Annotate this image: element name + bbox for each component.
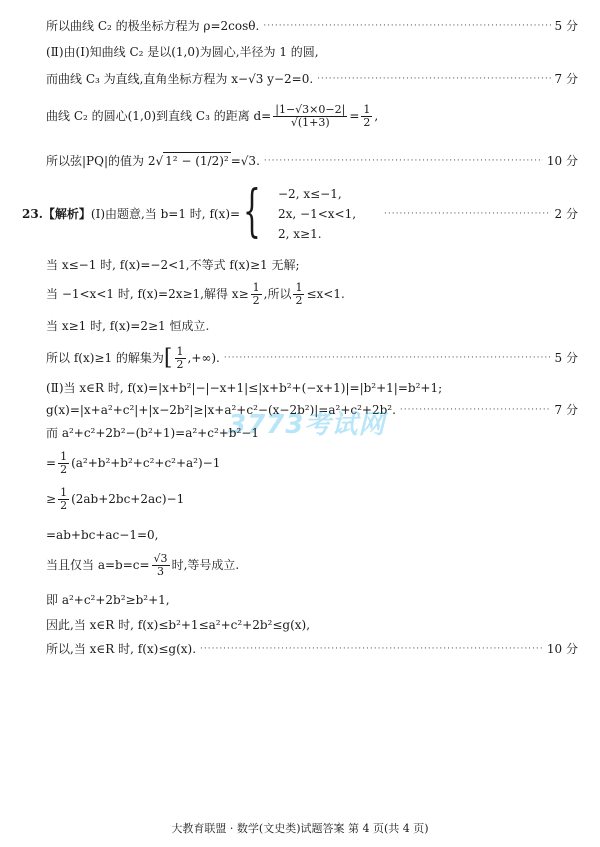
line-half-sum: = $\frac{1}{2}$ (a²+b²+b²+c²+c²+a²)−1 [46, 450, 221, 476]
line-final: 所以,当 x∈R 时, f(x)≤g(x). ····· 10 分 [46, 641, 578, 657]
line-case-c: 当 x≥1 时, f(x)=2≥1 恒成立. [46, 319, 210, 333]
line-c3-equation: 而曲线 C₃ 为直线,直角坐标方程为 x−√3 y−2=0. ····· 7 分 [46, 71, 578, 87]
line-case-a: 当 x≤−1 时, f(x)=−2<1,不等式 f(x)≥1 无解; [46, 258, 300, 272]
line-part2-f: (Ⅱ)当 x∈R 时, f(x)=|x+b²|−|−x+1|≤|x+b²+(−x+1)|=|b²+1|=b²+1; [46, 381, 443, 395]
line-chord-length: 所以弦|PQ|的值为 2√ 1² − (1/2)² =√3. ····· 10 分 [46, 152, 578, 169]
line-conclusion-a: 即 a²+c²+2b²≥b²+1, [46, 593, 170, 607]
page-footer: 大教育联盟 · 数学(文史类)试题答案 第 4 页(共 4 页) [171, 822, 429, 835]
half-fraction: $\frac{1}{2}$ [363, 103, 371, 129]
q23-heading: 23.【解析】(Ⅰ)由题意,当 b=1 时, f(x)= [22, 207, 241, 221]
case-3: 2, x≥1. [278, 227, 322, 241]
line-inequality: ≥ $\frac{1}{2}$ (2ab+2bc+2ac)−1 [46, 486, 185, 512]
score-2: 2 分 [554, 207, 578, 221]
line-equality: 当且仅当 a=b=c= $\frac{√3}{3}$ 时,等号成立. [46, 552, 240, 578]
line-distance: 曲线 C₂ 的圆心(1,0)到直线 C₃ 的距离 d= $\frac{|1-√3\times 0-2|}{√(1+3)}$ = $\frac{1}{2}$ , [46, 103, 379, 129]
piecewise-brace: { [243, 179, 261, 244]
line-case-score [380, 206, 578, 222]
case-2: 2x, −1<x<1, [278, 207, 357, 221]
line-case-b: 当 −1<x<1 时, f(x)=2x≥1,解得 x≥ $\frac{1}{2}$ ,所以 $\frac{1}{2}$ ≤x<1. [46, 281, 345, 307]
score-7: 7 分 [554, 72, 578, 86]
line-solution-set: 所以 f(x)≥1 的解集为[ $\frac{1}{2}$ ,+∞). ····· 5 分 [46, 345, 578, 372]
line-polar-equation: 所以曲线 C₂ 的极坐标方程为 ρ=2cosθ. ····· 5 分 [46, 18, 578, 34]
score-5: 5 分 [554, 19, 578, 33]
line-circle-center: (Ⅱ)由(Ⅰ)知曲线 C₂ 是以(1,0)为圆心,半径为 1 的圆, [46, 45, 319, 59]
score-10: 10 分 [546, 153, 578, 168]
line-zero: =ab+bc+ac−1=0, [46, 528, 159, 542]
line-conclusion-b: 因此,当 x∈R 时, f(x)≤b²+1≤a²+c²+2b²≤g(x), [46, 618, 311, 632]
line-part2-g: g(x)=|x+a²+c²|+|x−2b²|≥|x+a²+c²−(x−2b²)|=a²+c²+2b². ····· 7 分 [46, 402, 578, 418]
line-difference: 而 a²+c²+2b²−(b²+1)=a²+c²+b²−1 [46, 426, 259, 440]
q23-label: 23.【解析】 [22, 207, 91, 221]
watermark: 3773考试网 [228, 410, 386, 440]
distance-fraction: $\frac{|1-√3\times 0-2|}{√(1+3)}$ [275, 103, 346, 129]
case-1: −2, x≤−1, [278, 187, 342, 201]
